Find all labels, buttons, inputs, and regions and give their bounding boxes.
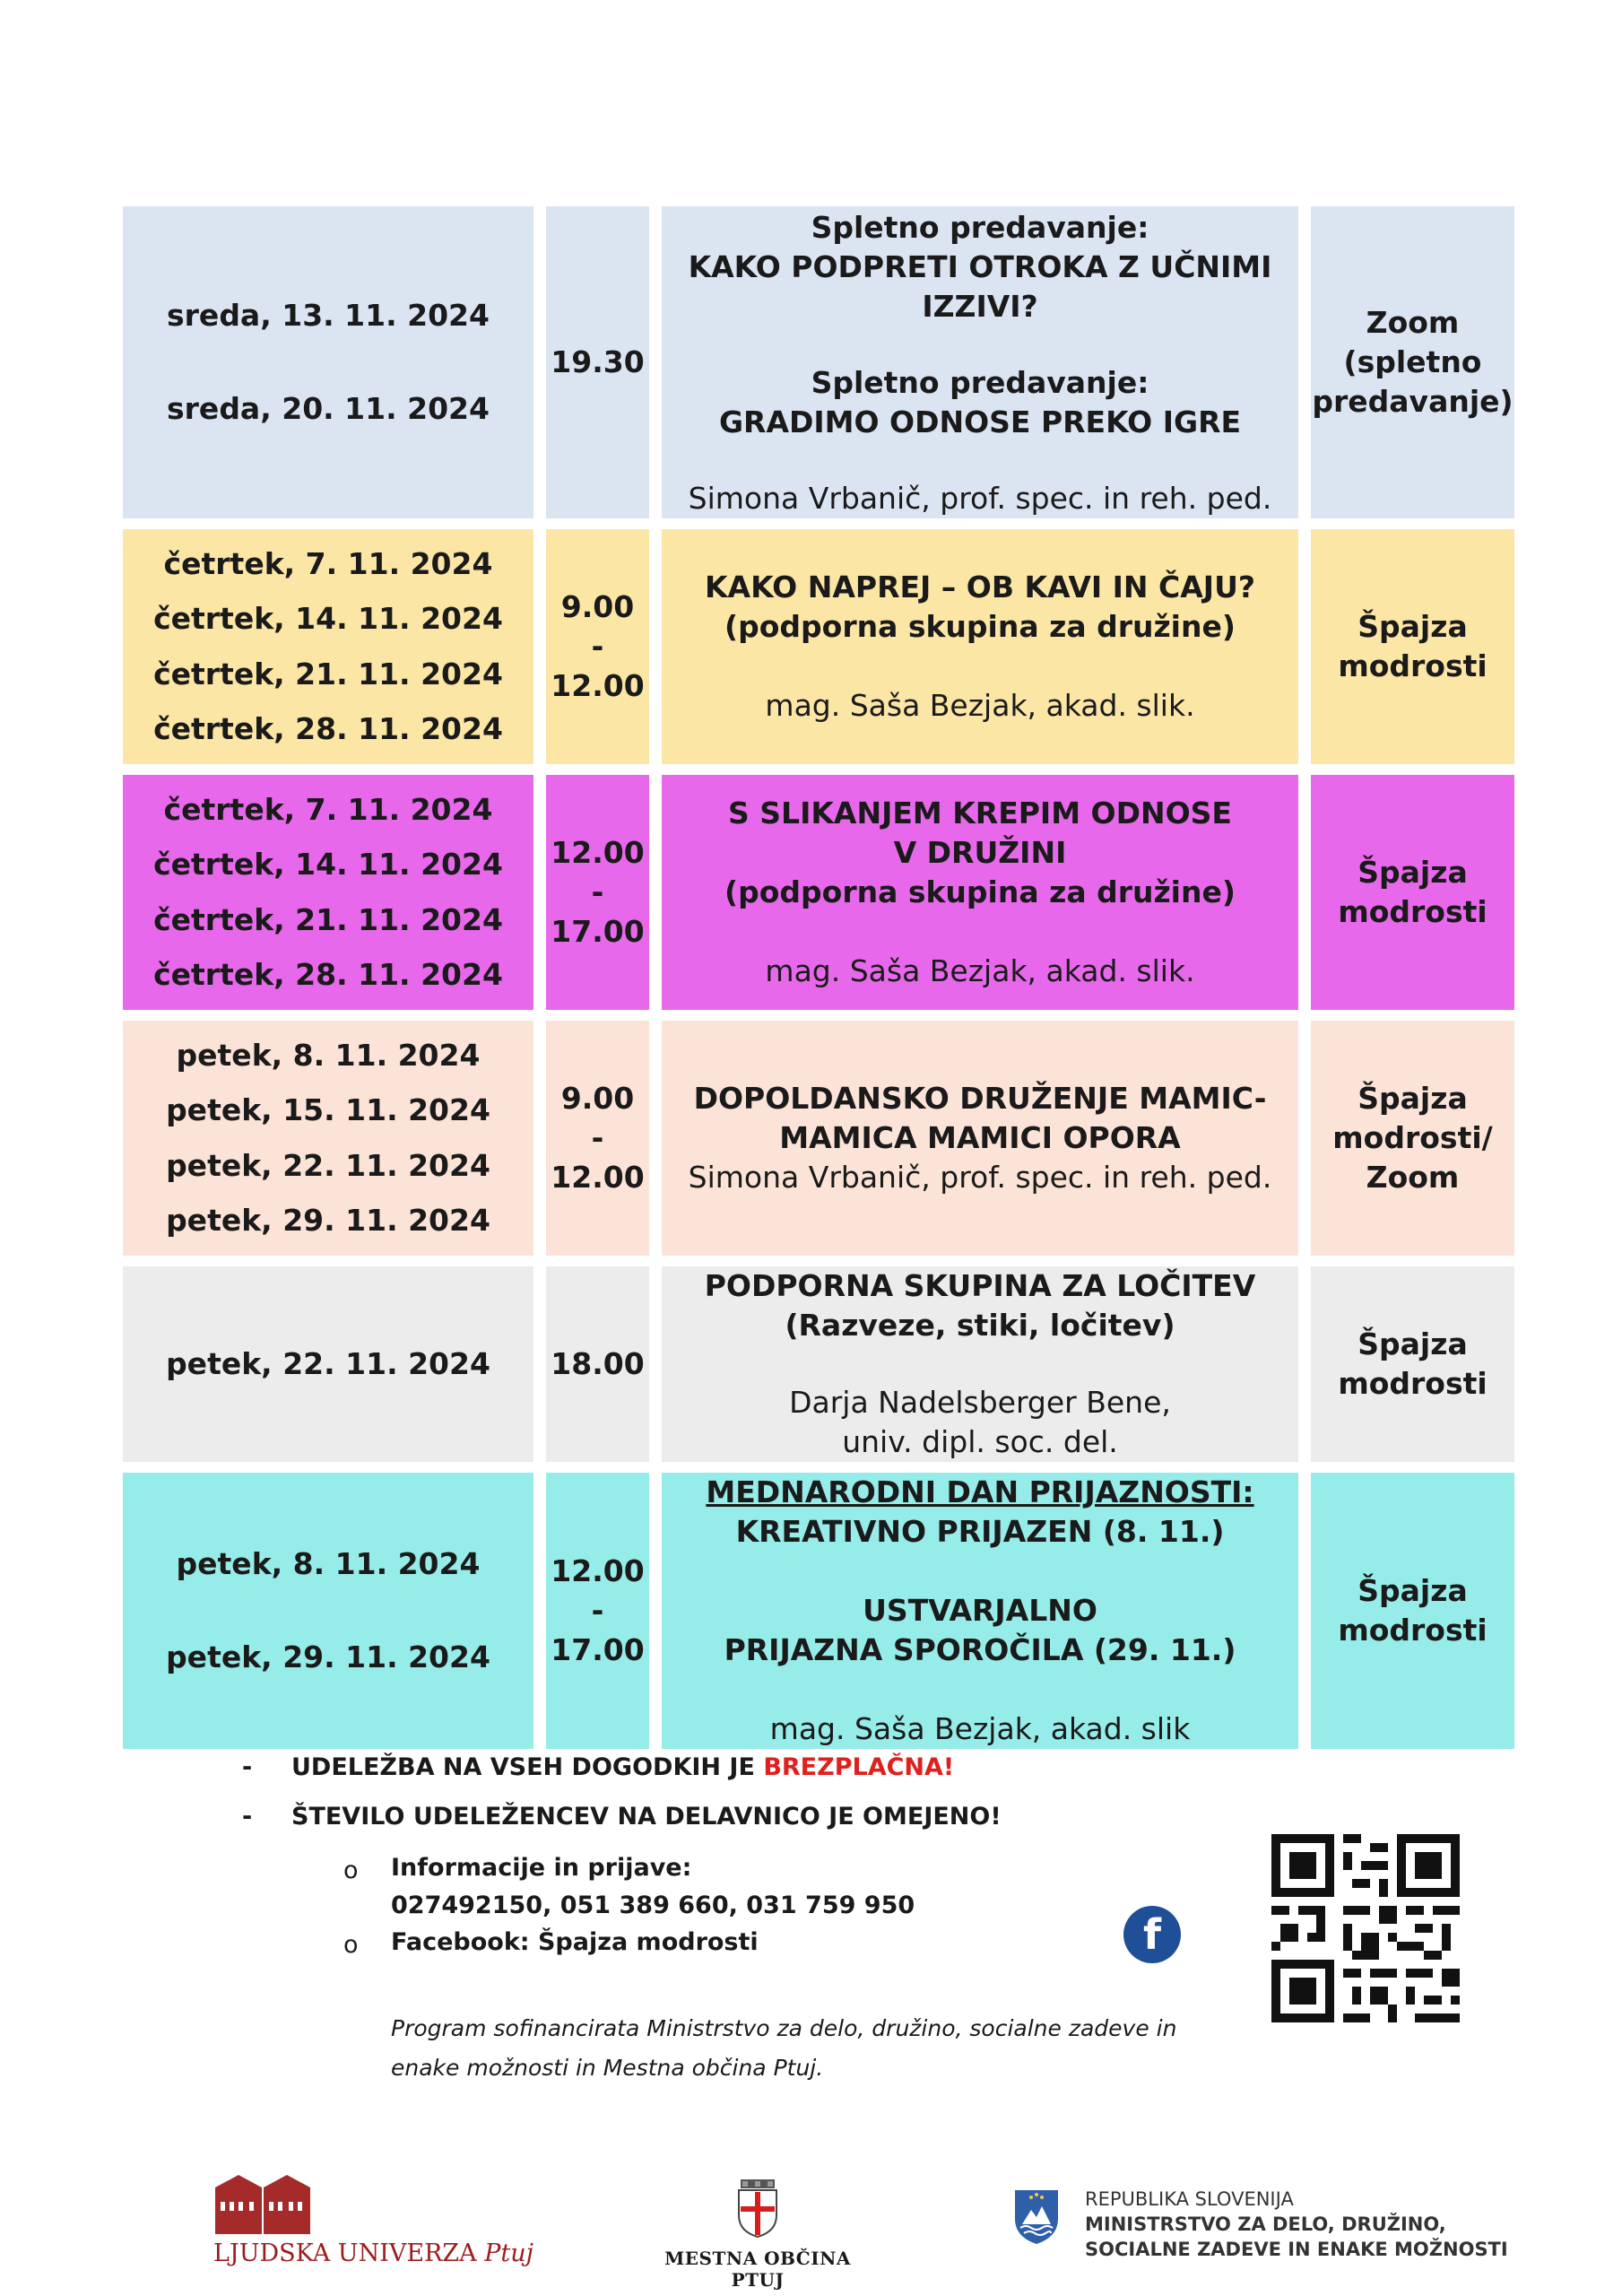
date: petek, 15. 11. 2024 xyxy=(166,1092,490,1128)
date: četrtek, 7. 11. 2024 xyxy=(163,791,493,827)
date: četrtek, 7. 11. 2024 xyxy=(163,545,493,581)
coat-of-arms-icon xyxy=(733,2179,782,2239)
logo-text-italic: Ptuj xyxy=(484,2239,534,2267)
date: četrtek, 14. 11. 2024 xyxy=(153,601,503,637)
time-cell xyxy=(546,529,649,764)
venue-cell xyxy=(1311,206,1514,518)
date-cell xyxy=(123,1266,533,1462)
event-presenter: Darja Nadelsberger Bene, univ. dipl. soc. del. xyxy=(789,1385,1171,1459)
schedule-row xyxy=(123,529,1514,764)
event-cell xyxy=(662,1021,1298,1256)
time-end: 17.00 xyxy=(551,1632,645,1667)
venue-cell xyxy=(1311,775,1514,1010)
logo-text: REPUBLIKA SLOVENIJA xyxy=(1085,2188,1294,2210)
date: sreda, 13. 11. 2024 xyxy=(167,298,490,333)
date: petek, 22. 11. 2024 xyxy=(166,1346,490,1381)
info-phones: 027492150, 051 389 660, 031 759 950 xyxy=(391,1892,915,1919)
schedule-table xyxy=(123,206,1514,1749)
event-presenter: mag. Saša Bezjak, akad. slik. xyxy=(765,953,1195,988)
time-cell xyxy=(546,1021,649,1256)
funding-note: Program sofinancirata Ministrstvo za delo, družino, socialne zadeve in enake možnosti in Mestna občina Ptuj. xyxy=(391,2015,1177,2081)
time-start: 19.30 xyxy=(551,344,645,379)
time-end: 12.00 xyxy=(551,668,645,703)
date-cell xyxy=(123,529,533,764)
time-end: 12.00 xyxy=(551,1160,645,1195)
schedule-row xyxy=(123,1473,1514,1749)
event-presenter: Simona Vrbanič, prof. spec. in reh. ped. xyxy=(688,481,1272,516)
note-highlight: BREZPLAČNA! xyxy=(763,1753,955,1781)
date: četrtek, 14. 11. 2024 xyxy=(153,847,503,883)
venue-cell xyxy=(1311,529,1514,764)
schedule-row xyxy=(123,1266,1514,1462)
event-presenter: Simona Vrbanič, prof. spec. in reh. ped. xyxy=(688,1160,1272,1195)
date: četrtek, 21. 11. 2024 xyxy=(153,656,503,691)
time-start: 18.00 xyxy=(551,1346,645,1381)
date: petek, 29. 11. 2024 xyxy=(166,1203,490,1239)
event-title: DOPOLDANSKO DRUŽENJE MAMIC- MAMICA MAMICI OPORA xyxy=(693,1081,1267,1155)
event-cell xyxy=(662,1266,1298,1462)
event-title: KAKO NAPREJ – OB KAVI IN ČAJU? (podporna skupina za družine) xyxy=(704,570,1256,644)
schedule-row xyxy=(123,1021,1514,1256)
time-start: 12.00 xyxy=(551,1553,645,1588)
venue: Špajza modrosti xyxy=(1338,855,1488,929)
date: četrtek, 28. 11. 2024 xyxy=(153,957,503,993)
date: četrtek, 28. 11. 2024 xyxy=(153,711,503,747)
building-icon xyxy=(213,2175,312,2234)
ljudska-univerza-logo xyxy=(213,2175,534,2274)
event-title: Spletno predavanje: GRADIMO ODNOSE PREKO IGRE xyxy=(718,365,1242,439)
schedule-row xyxy=(123,775,1514,1010)
time-end: 17.00 xyxy=(551,914,645,949)
date-cell xyxy=(123,775,533,1010)
event-cell xyxy=(662,206,1298,518)
event-presenter: mag. Saša Bezjak, akad. slik. xyxy=(765,688,1195,723)
event-title: Spletno predavanje: KAKO PODPRETI OTROKA Z UČNIMI IZZIVI? xyxy=(688,210,1272,324)
venue: Špajza modrosti/ Zoom xyxy=(1332,1081,1493,1195)
circle-bullet: o xyxy=(343,1931,359,1959)
venue-cell xyxy=(1311,1021,1514,1256)
logo-text: MESTNA OBČINA PTUJ xyxy=(664,2248,851,2291)
date: petek, 29. 11. 2024 xyxy=(166,1639,490,1674)
time-cell xyxy=(546,206,649,518)
qr-code-icon[interactable] xyxy=(1271,1834,1460,2022)
facebook-icon[interactable]: f xyxy=(1123,1906,1181,1963)
venue: Špajza modrosti xyxy=(1338,1326,1488,1401)
event-title: USTVARJALNO PRIJAZNA SPOROČILA (29. 11.) xyxy=(724,1593,1236,1667)
date: četrtek, 21. 11. 2024 xyxy=(153,901,503,937)
venue: Špajza modrosti xyxy=(1338,1573,1488,1648)
time-start: 9.00 xyxy=(560,1081,635,1116)
event-presenter: mag. Saša Bezjak, akad. slik xyxy=(769,1711,1191,1746)
time-separator: - xyxy=(591,1120,604,1155)
slovenia-coat-of-arms-icon xyxy=(1011,2188,1062,2246)
event-title: KREATIVNO PRIJAZEN (8. 11.) xyxy=(735,1514,1225,1549)
venue: Špajza modrosti xyxy=(1338,609,1488,683)
dash-bullet: - xyxy=(242,1753,253,1781)
logo-text: SOCIALNE ZADEVE IN ENAKE MOŽNOSTI xyxy=(1085,2239,1508,2260)
mestna-obcina-ptuj-logo xyxy=(646,2179,870,2291)
time-start: 12.00 xyxy=(551,835,645,870)
event-cell xyxy=(662,529,1298,764)
date: sreda, 20. 11. 2024 xyxy=(167,391,490,426)
date: petek, 22. 11. 2024 xyxy=(166,1147,490,1183)
time-start: 9.00 xyxy=(560,589,635,624)
time-separator: - xyxy=(591,874,604,909)
event-cell xyxy=(662,1473,1298,1749)
dash-bullet: - xyxy=(242,1803,253,1831)
info-label: Informacije in prijave: xyxy=(391,1854,692,1882)
venue: Zoom (spletno predavanje) xyxy=(1312,305,1514,419)
facebook-link[interactable]: Facebook: Špajza modrosti xyxy=(391,1928,759,1956)
date-cell xyxy=(123,1021,533,1256)
time-separator: - xyxy=(591,629,604,664)
date-cell xyxy=(123,1473,533,1749)
time-cell xyxy=(546,775,649,1010)
date: petek, 8. 11. 2024 xyxy=(176,1546,481,1581)
event-title: PODPORNA SKUPINA ZA LOČITEV (Razveze, stiki, ločitev) xyxy=(704,1268,1256,1343)
logo-text: LJUDSKA UNIVERZA xyxy=(213,2239,485,2267)
event-heading: MEDNARODNI DAN PRIJAZNOSTI: xyxy=(706,1474,1254,1509)
note-text: UDELEŽBA NA VSEH DOGODKIH JE xyxy=(291,1753,764,1781)
logo-text: MINISTRSTVO ZA DELO, DRUŽINO, xyxy=(1085,2213,1446,2235)
event-title: S SLIKANJEM KREPIM ODNOSE V DRUŽINI (podporna skupina za družine) xyxy=(724,796,1236,909)
circle-bullet: o xyxy=(343,1857,359,1884)
venue-cell xyxy=(1311,1473,1514,1749)
event-cell xyxy=(662,775,1298,1010)
republika-slovenija-logo xyxy=(1002,2188,1508,2278)
date-cell xyxy=(123,206,533,518)
date: petek, 8. 11. 2024 xyxy=(176,1037,481,1073)
time-cell xyxy=(546,1473,649,1749)
venue-cell xyxy=(1311,1266,1514,1462)
time-separator: - xyxy=(591,1593,604,1628)
schedule-row xyxy=(123,206,1514,518)
time-cell xyxy=(546,1266,649,1462)
note-text: ŠTEVILO UDELEŽENCEV NA DELAVNICO JE OMEJENO! xyxy=(291,1803,1002,1831)
